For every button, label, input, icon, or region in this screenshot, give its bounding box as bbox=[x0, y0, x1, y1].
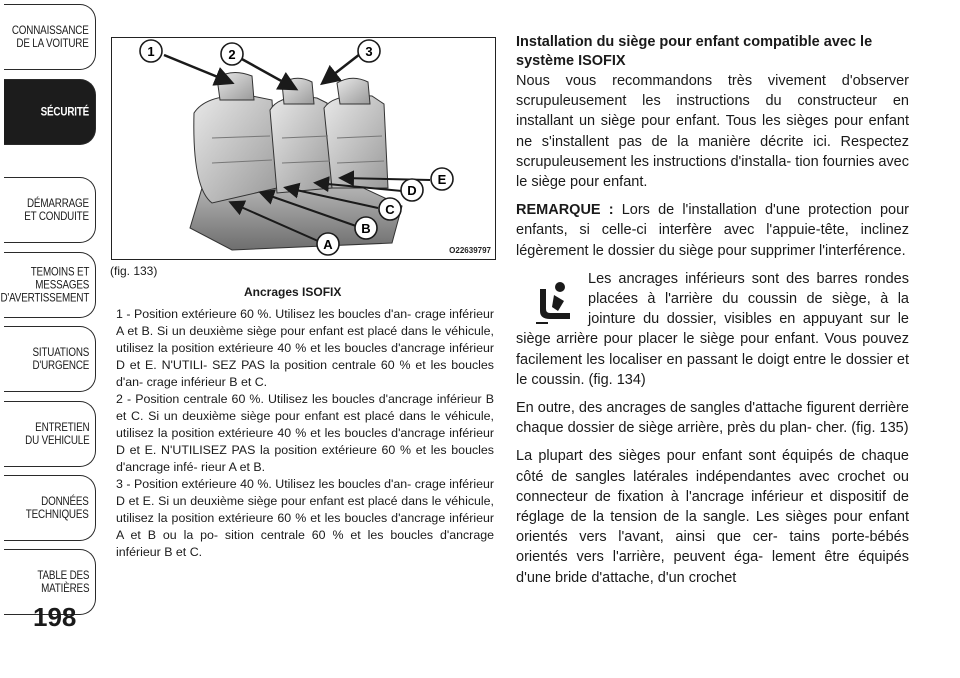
callout-2 bbox=[221, 43, 243, 65]
tab-label: ENTRETIEN DU VEHICULE bbox=[24, 420, 89, 447]
callout-A bbox=[317, 233, 339, 255]
callout-E bbox=[431, 168, 453, 190]
isofix-figure bbox=[111, 37, 496, 260]
tab-demarrage[interactable] bbox=[4, 177, 96, 243]
callout-D bbox=[401, 179, 423, 201]
legend-item-3: 3 - Position extérieure 40 %. Utilisez les boucles d'an- crage inférieur D et E. Si un deuxième siège pour enfant est placé dans le véhicule, utilisez la position extérieure 60 % et les boucles d'ancrage inférieur A et B ou la po- sition centrale 60 % et les boucles d'ancrage inférieur B et C. bbox=[116, 477, 494, 559]
callout-1-label: 1 bbox=[147, 44, 155, 59]
section-heading: Installation du siège pour enfant compatible avec le système ISOFIX bbox=[516, 34, 873, 69]
callout-3 bbox=[358, 40, 380, 62]
callout-C-label: C bbox=[385, 202, 395, 217]
tab-label: DONNÉES TECHNIQUES bbox=[26, 494, 89, 521]
main-text-column bbox=[516, 33, 909, 596]
tether-paragraph: En outre, des ancrages de sangles d'attache figurent derrière chaque dossier de siège arrière, près du plan- cher. (fig. 135) bbox=[516, 400, 909, 437]
figure-code: O22639797 bbox=[449, 246, 491, 255]
legend-item-2: 2 - Position centrale 60 %. Utilisez les boucles d'ancrage inférieur B et C. Si un deuxième siège pour enfant est placé dans le véhicule, utilisez la position extérieure 40 % et les boucles d'ancrage inférieur D et E. N'UTILISEZ PAS la position extérieure 60 % et les boucles d'ancrage infé- rieur A et B. bbox=[116, 392, 494, 474]
figure-legend bbox=[116, 306, 494, 561]
anchor-text: Les ancrages inférieurs sont des barres rondes placées à l'arrière du coussin de siège, à la jointure du dossier, visibles en appuyant sur le siège arrière pour placer le siège pour enfant. Vous pouvez facilement les localiser en passant le doigt entre le dossier et le coussin. (fig. 134) bbox=[516, 270, 909, 388]
callout-3-label: 3 bbox=[365, 44, 373, 59]
note-label: REMARQUE : bbox=[516, 202, 614, 219]
straps-paragraph: La plupart des sièges pour enfant sont équipés de chaque côté de sangles latérales indépendantes avec crochet ou connecteur de fixation à l'ancrage inférieur et dispositif de réglage de la tension de la sangle. Les sièges pour enfant orientés vers l'avant, ainsi que cer- tains porte-bébés orientés vers l'arrière, peuvent éga- lement être équipés d'une bride d'attache, d'un crochet bbox=[516, 448, 909, 586]
tab-temoins[interactable] bbox=[0, 252, 96, 318]
tab-label: TEMOINS ET MESSAGES D'AVERTISSEMENT bbox=[0, 264, 89, 305]
tab-donnees[interactable] bbox=[4, 475, 96, 541]
legend-item-1: 1 - Position extérieure 60 %. Utilisez les boucles d'an- crage inférieur A et B. Si un deuxième siège pour enfant est placé dans le véhicule, utilisez la position extérieure 40 % et les boucles d'ancrage inférieur D et E. N'UTILI- SEZ PAS la position centrale 60 % et les boucles d'an- crage inférieur B et C. bbox=[116, 307, 494, 389]
figure-reference: (fig. 133) bbox=[110, 264, 158, 278]
callout-1 bbox=[140, 40, 162, 62]
tab-label: SÉCURITÉ bbox=[40, 104, 89, 119]
intro-paragraph: Nous vous recommandons très vivement d'observer scrupuleusement les instructions du constructeur en installant un siège pour enfant. Tous les sièges pour enfant ne s'installent pas de la manière décrite ici. Respectez scrupuleusement les instructions d'installa- tion fournies avec le siège pour enfant. bbox=[516, 73, 909, 191]
tab-connaissance[interactable] bbox=[4, 4, 96, 70]
callout-B bbox=[355, 217, 377, 239]
chapter-sidebar bbox=[0, 0, 100, 640]
callout-A-label: A bbox=[323, 237, 333, 252]
child-seat-icon bbox=[530, 271, 580, 329]
callout-B-label: B bbox=[361, 221, 371, 236]
callout-D-label: D bbox=[407, 183, 417, 198]
tab-entretien[interactable] bbox=[4, 401, 96, 467]
anchor-paragraph bbox=[516, 269, 909, 390]
tab-label: TABLE DES MATIÈRES bbox=[37, 568, 89, 595]
callout-E-label: E bbox=[437, 172, 447, 187]
tab-securite[interactable] bbox=[4, 79, 96, 145]
page-number: 198 bbox=[33, 602, 77, 632]
note-text: Lors de l'installation d'une protection pour enfants, si celle-ci interfère avec l'appuie-tête, inclinez légèrement le dossier du siège pour supprimer l'interférence. bbox=[516, 202, 909, 259]
tab-label: SITUATIONS D'URGENCE bbox=[32, 345, 89, 372]
tab-label: CONNAISSANCE DE LA VOITURE bbox=[12, 23, 89, 50]
callout-2-label: 2 bbox=[228, 47, 236, 62]
callout-C bbox=[379, 198, 401, 220]
tab-situations[interactable] bbox=[4, 326, 96, 392]
tab-label: DÉMARRAGE ET CONDUITE bbox=[24, 196, 89, 223]
rear-seat-illustration bbox=[112, 38, 496, 260]
note-paragraph bbox=[516, 200, 909, 261]
figure-caption: Ancrages ISOFIX bbox=[244, 285, 342, 299]
